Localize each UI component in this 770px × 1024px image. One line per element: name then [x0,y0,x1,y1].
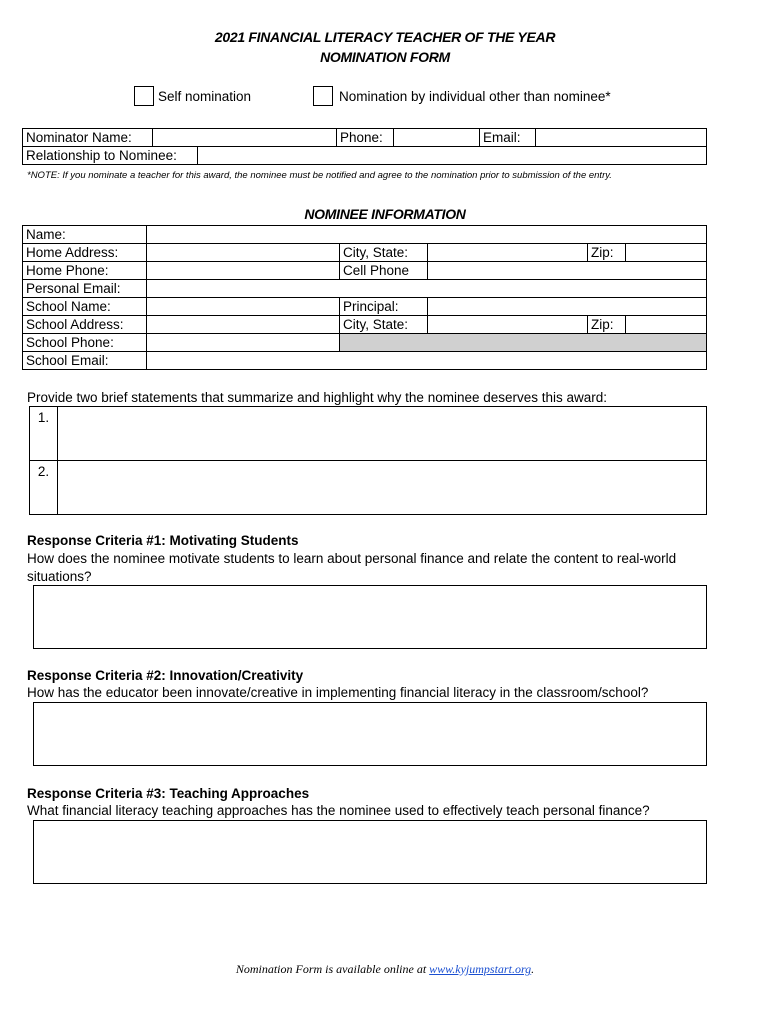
statements-table [29,406,707,515]
home-phone-label: Home Phone: [23,262,147,280]
nominator-email-label: Email: [480,129,536,147]
personal-email-label: Personal Email: [23,280,147,298]
home-city-state-label: City, State: [340,244,428,262]
nominator-email-field[interactable] [536,129,707,147]
school-city-state-field[interactable] [428,316,588,334]
criteria-3-question: What financial literacy teaching approaches has the nominee used to effectively teach personal finance? [27,803,650,818]
relationship-field[interactable] [198,147,707,165]
shaded-cell [340,334,707,352]
nominator-name-label: Nominator Name: [23,129,153,147]
criteria-3-response-box[interactable] [33,820,707,884]
statement-field-2[interactable] [58,461,707,515]
nominator-name-field[interactable] [153,129,337,147]
relationship-label: Relationship to Nominee: [23,147,198,165]
nominator-phone-label: Phone: [337,129,394,147]
footer-prefix: Nomination Form is available online at [235,962,430,976]
statement-number-1: 1. [30,407,58,461]
school-city-state-label: City, State: [340,316,428,334]
school-phone-label: School Phone: [23,334,147,352]
footer-link[interactable]: www.kyjumpstart.org [429,962,532,976]
home-address-label: Home Address: [23,244,147,262]
school-zip-label: Zip: [588,316,626,334]
nominator-phone-field[interactable] [394,129,480,147]
self-nomination-label: Self nomination [158,89,252,104]
criteria-3-title: Response Criteria #3: Teaching Approaches [27,786,310,801]
cell-phone-field[interactable] [428,262,707,280]
other-nomination-checkbox[interactable] [313,86,333,106]
nominee-section-title: NOMINEE INFORMATION [304,206,466,222]
self-nomination-checkbox[interactable] [134,86,154,106]
personal-email-field[interactable] [147,280,707,298]
school-email-field[interactable] [147,352,707,370]
school-zip-field[interactable] [626,316,707,334]
home-phone-field[interactable] [147,262,340,280]
principal-label: Principal: [340,298,428,316]
statement-number-2: 2. [30,461,58,515]
statements-prompt: Provide two brief statements that summarize and highlight why the nominee deserves this award: [27,390,608,405]
footer-end: . [531,962,535,976]
form-title-line2: NOMINATION FORM [320,49,450,65]
nominee-table [22,225,707,370]
school-address-label: School Address: [23,316,147,334]
school-address-field[interactable] [147,316,340,334]
statement-field-1[interactable] [58,407,707,461]
nominee-name-label: Name: [23,226,147,244]
footer-text [0,962,770,977]
home-zip-field[interactable] [626,244,707,262]
home-address-field[interactable] [147,244,340,262]
school-name-label: School Name: [23,298,147,316]
criteria-1-question: How does the nominee motivate students to learn about personal finance and relate the content to real-world situations? [27,551,677,584]
form-title-line1: 2021 FINANCIAL LITERACY TEACHER OF THE YEAR [214,29,556,45]
school-email-label: School Email: [23,352,147,370]
criteria-2-title: Response Criteria #2: Innovation/Creativity [27,668,304,683]
school-phone-field[interactable] [147,334,340,352]
principal-field[interactable] [428,298,707,316]
school-name-field[interactable] [147,298,340,316]
criteria-2-question: How has the educator been innovate/creative in implementing financial literacy in the classroom/school? [27,685,649,700]
cell-phone-label: Cell Phone [340,262,428,280]
criteria-1-response-box[interactable] [33,585,707,649]
nominator-table [22,128,707,147]
nominee-name-field[interactable] [147,226,707,244]
criteria-2-response-box[interactable] [33,702,707,766]
criteria-1-title: Response Criteria #1: Motivating Students [27,533,299,548]
home-zip-label: Zip: [588,244,626,262]
home-city-state-field[interactable] [428,244,588,262]
relationship-table [22,146,707,165]
other-nomination-label: Nomination by individual other than nominee* [339,89,611,104]
nomination-note: *NOTE: If you nominate a teacher for this award, the nominee must be notified and agree to the nomination prior to submission of the entry. [27,170,612,181]
